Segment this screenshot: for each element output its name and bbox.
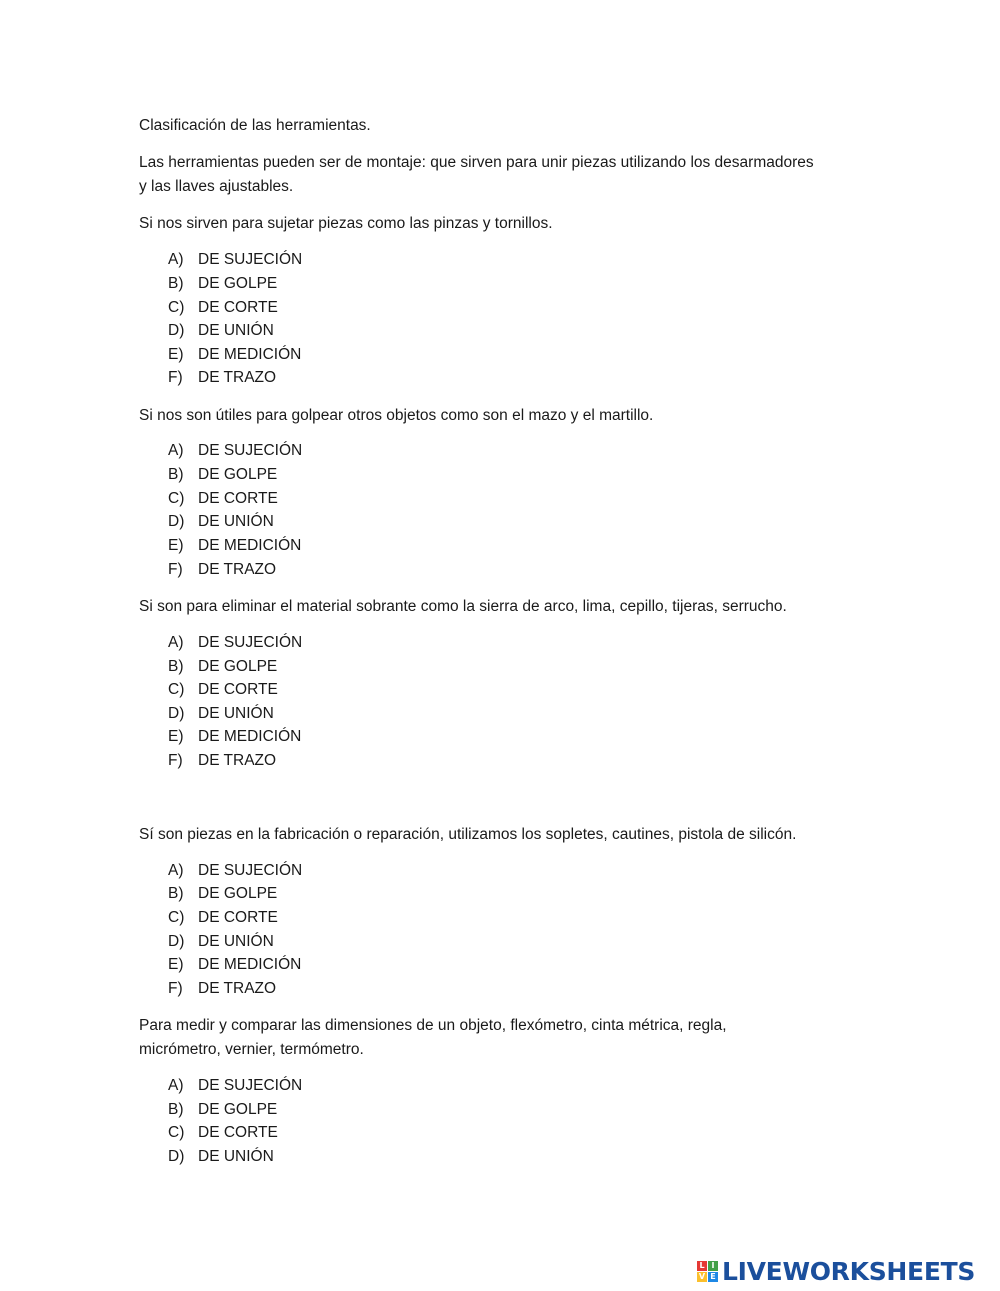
option-label: DE GOLPE	[198, 466, 278, 483]
question-4-option-c[interactable]	[168, 908, 278, 928]
option-label: DE SUJECIÓN	[198, 862, 303, 879]
option-label: DE SUJECIÓN	[198, 442, 303, 459]
option-letter: F)	[168, 561, 183, 578]
option-label: DE MEDICIÓN	[198, 728, 302, 745]
option-letter: F)	[168, 752, 183, 769]
question-5-text-line-2: micrómetro, vernier, termómetro.	[139, 1041, 364, 1058]
option-letter: F)	[168, 980, 183, 997]
logo-mark-e: E	[708, 1272, 718, 1282]
question-1-option-d[interactable]	[168, 321, 274, 341]
option-label: DE CORTE	[198, 1124, 278, 1141]
question-4-option-f[interactable]	[168, 979, 276, 999]
option-letter: A)	[168, 251, 184, 268]
question-2-option-e[interactable]	[168, 536, 301, 556]
question-1-option-f[interactable]	[168, 368, 276, 388]
option-letter: C)	[168, 681, 185, 698]
option-letter: E)	[168, 346, 184, 363]
option-letter: F)	[168, 369, 183, 386]
option-label: DE MEDICIÓN	[198, 537, 302, 554]
option-letter: A)	[168, 1077, 184, 1094]
option-label: DE UNIÓN	[198, 933, 274, 950]
question-5-option-b[interactable]	[168, 1100, 277, 1120]
question-1-option-c[interactable]	[168, 298, 278, 318]
option-letter: C)	[168, 909, 185, 926]
page-title: Clasificación de las herramientas.	[139, 117, 371, 134]
question-2-text: Si nos son útiles para golpear otros objetos como son el mazo y el martillo.	[139, 407, 654, 424]
question-3-option-a[interactable]	[168, 633, 302, 653]
option-label: DE TRAZO	[198, 561, 277, 578]
logo-mark-v: V	[698, 1271, 706, 1281]
option-letter: A)	[168, 862, 184, 879]
question-1-option-b[interactable]	[168, 274, 277, 294]
option-letter: C)	[168, 1124, 185, 1141]
logo-mark-l: L	[697, 1261, 707, 1271]
question-3-option-e[interactable]	[168, 727, 301, 747]
question-5-text-line-1: Para medir y comparar las dimensiones de un objeto, flexómetro, cinta métrica, regla,	[139, 1017, 727, 1034]
question-1-text: Si nos sirven para sujetar piezas como las pinzas y tornillos.	[139, 215, 553, 232]
question-2-option-b[interactable]	[168, 465, 277, 485]
option-label: DE MEDICIÓN	[198, 956, 302, 973]
option-label: DE SUJECIÓN	[198, 251, 303, 268]
option-label: DE GOLPE	[198, 658, 278, 675]
question-3-text: Si son para eliminar el material sobrante como la sierra de arco, lima, cepillo, tijeras, serrucho.	[139, 598, 787, 615]
option-label: DE CORTE	[198, 490, 278, 507]
intro-line-1: Las herramientas pueden ser de montaje: que sirven para unir piezas utilizando los desarmadores	[139, 154, 814, 171]
question-3-option-f[interactable]	[168, 751, 276, 771]
option-letter: D)	[168, 322, 185, 339]
option-label: DE MEDICIÓN	[198, 346, 302, 363]
option-letter: D)	[168, 705, 185, 722]
option-label: DE SUJECIÓN	[198, 1077, 303, 1094]
option-label: DE CORTE	[198, 681, 278, 698]
logo-mark-icon	[697, 1261, 718, 1282]
logo-text: LIVEWORKSHEETS	[722, 1256, 976, 1286]
option-letter: A)	[168, 442, 184, 459]
question-2-option-c[interactable]	[168, 489, 278, 509]
liveworksheets-logo	[697, 1256, 975, 1286]
option-label: DE UNIÓN	[198, 705, 274, 722]
option-letter: B)	[168, 658, 184, 675]
option-letter: E)	[168, 956, 184, 973]
question-1-option-e[interactable]	[168, 345, 301, 365]
option-letter: E)	[168, 728, 184, 745]
logo-mark-i: I	[708, 1261, 718, 1271]
question-5-option-d[interactable]	[168, 1147, 274, 1167]
option-label: DE GOLPE	[198, 885, 278, 902]
option-letter: D)	[168, 933, 185, 950]
option-label: DE TRAZO	[198, 980, 277, 997]
question-2-option-a[interactable]	[168, 441, 302, 461]
option-letter: B)	[168, 1101, 184, 1118]
option-label: DE CORTE	[198, 299, 278, 316]
option-letter: B)	[168, 885, 184, 902]
question-4-text: Sí son piezas en la fabricación o reparación, utilizamos los sopletes, cautines, pistola de silicón.	[139, 826, 797, 843]
intro-line-2: y las llaves ajustables.	[139, 178, 294, 195]
question-4-option-a[interactable]	[168, 861, 302, 881]
option-label: DE UNIÓN	[198, 322, 274, 339]
question-3-option-c[interactable]	[168, 680, 278, 700]
question-3-option-d[interactable]	[168, 704, 274, 724]
question-3-option-b[interactable]	[168, 657, 277, 677]
option-label: DE UNIÓN	[198, 1148, 274, 1165]
question-4-option-d[interactable]	[168, 932, 274, 952]
question-4-option-e[interactable]	[168, 955, 301, 975]
question-2-option-f[interactable]	[168, 560, 276, 580]
option-label: DE TRAZO	[198, 752, 277, 769]
question-5-option-a[interactable]	[168, 1076, 302, 1096]
option-label: DE CORTE	[198, 909, 278, 926]
option-label: DE GOLPE	[198, 1101, 278, 1118]
question-5-option-c[interactable]	[168, 1123, 278, 1143]
option-letter: A)	[168, 634, 184, 651]
option-label: DE UNIÓN	[198, 513, 274, 530]
option-letter: B)	[168, 275, 184, 292]
question-1-option-a[interactable]	[168, 250, 302, 270]
option-label: DE GOLPE	[198, 275, 278, 292]
option-letter: D)	[168, 1148, 185, 1165]
option-letter: C)	[168, 299, 185, 316]
question-4-option-b[interactable]	[168, 884, 277, 904]
option-letter: E)	[168, 537, 184, 554]
option-letter: B)	[168, 466, 184, 483]
option-letter: C)	[168, 490, 185, 507]
question-2-option-d[interactable]	[168, 512, 274, 532]
option-label: DE TRAZO	[198, 369, 277, 386]
option-label: DE SUJECIÓN	[198, 634, 303, 651]
option-letter: D)	[168, 513, 185, 530]
